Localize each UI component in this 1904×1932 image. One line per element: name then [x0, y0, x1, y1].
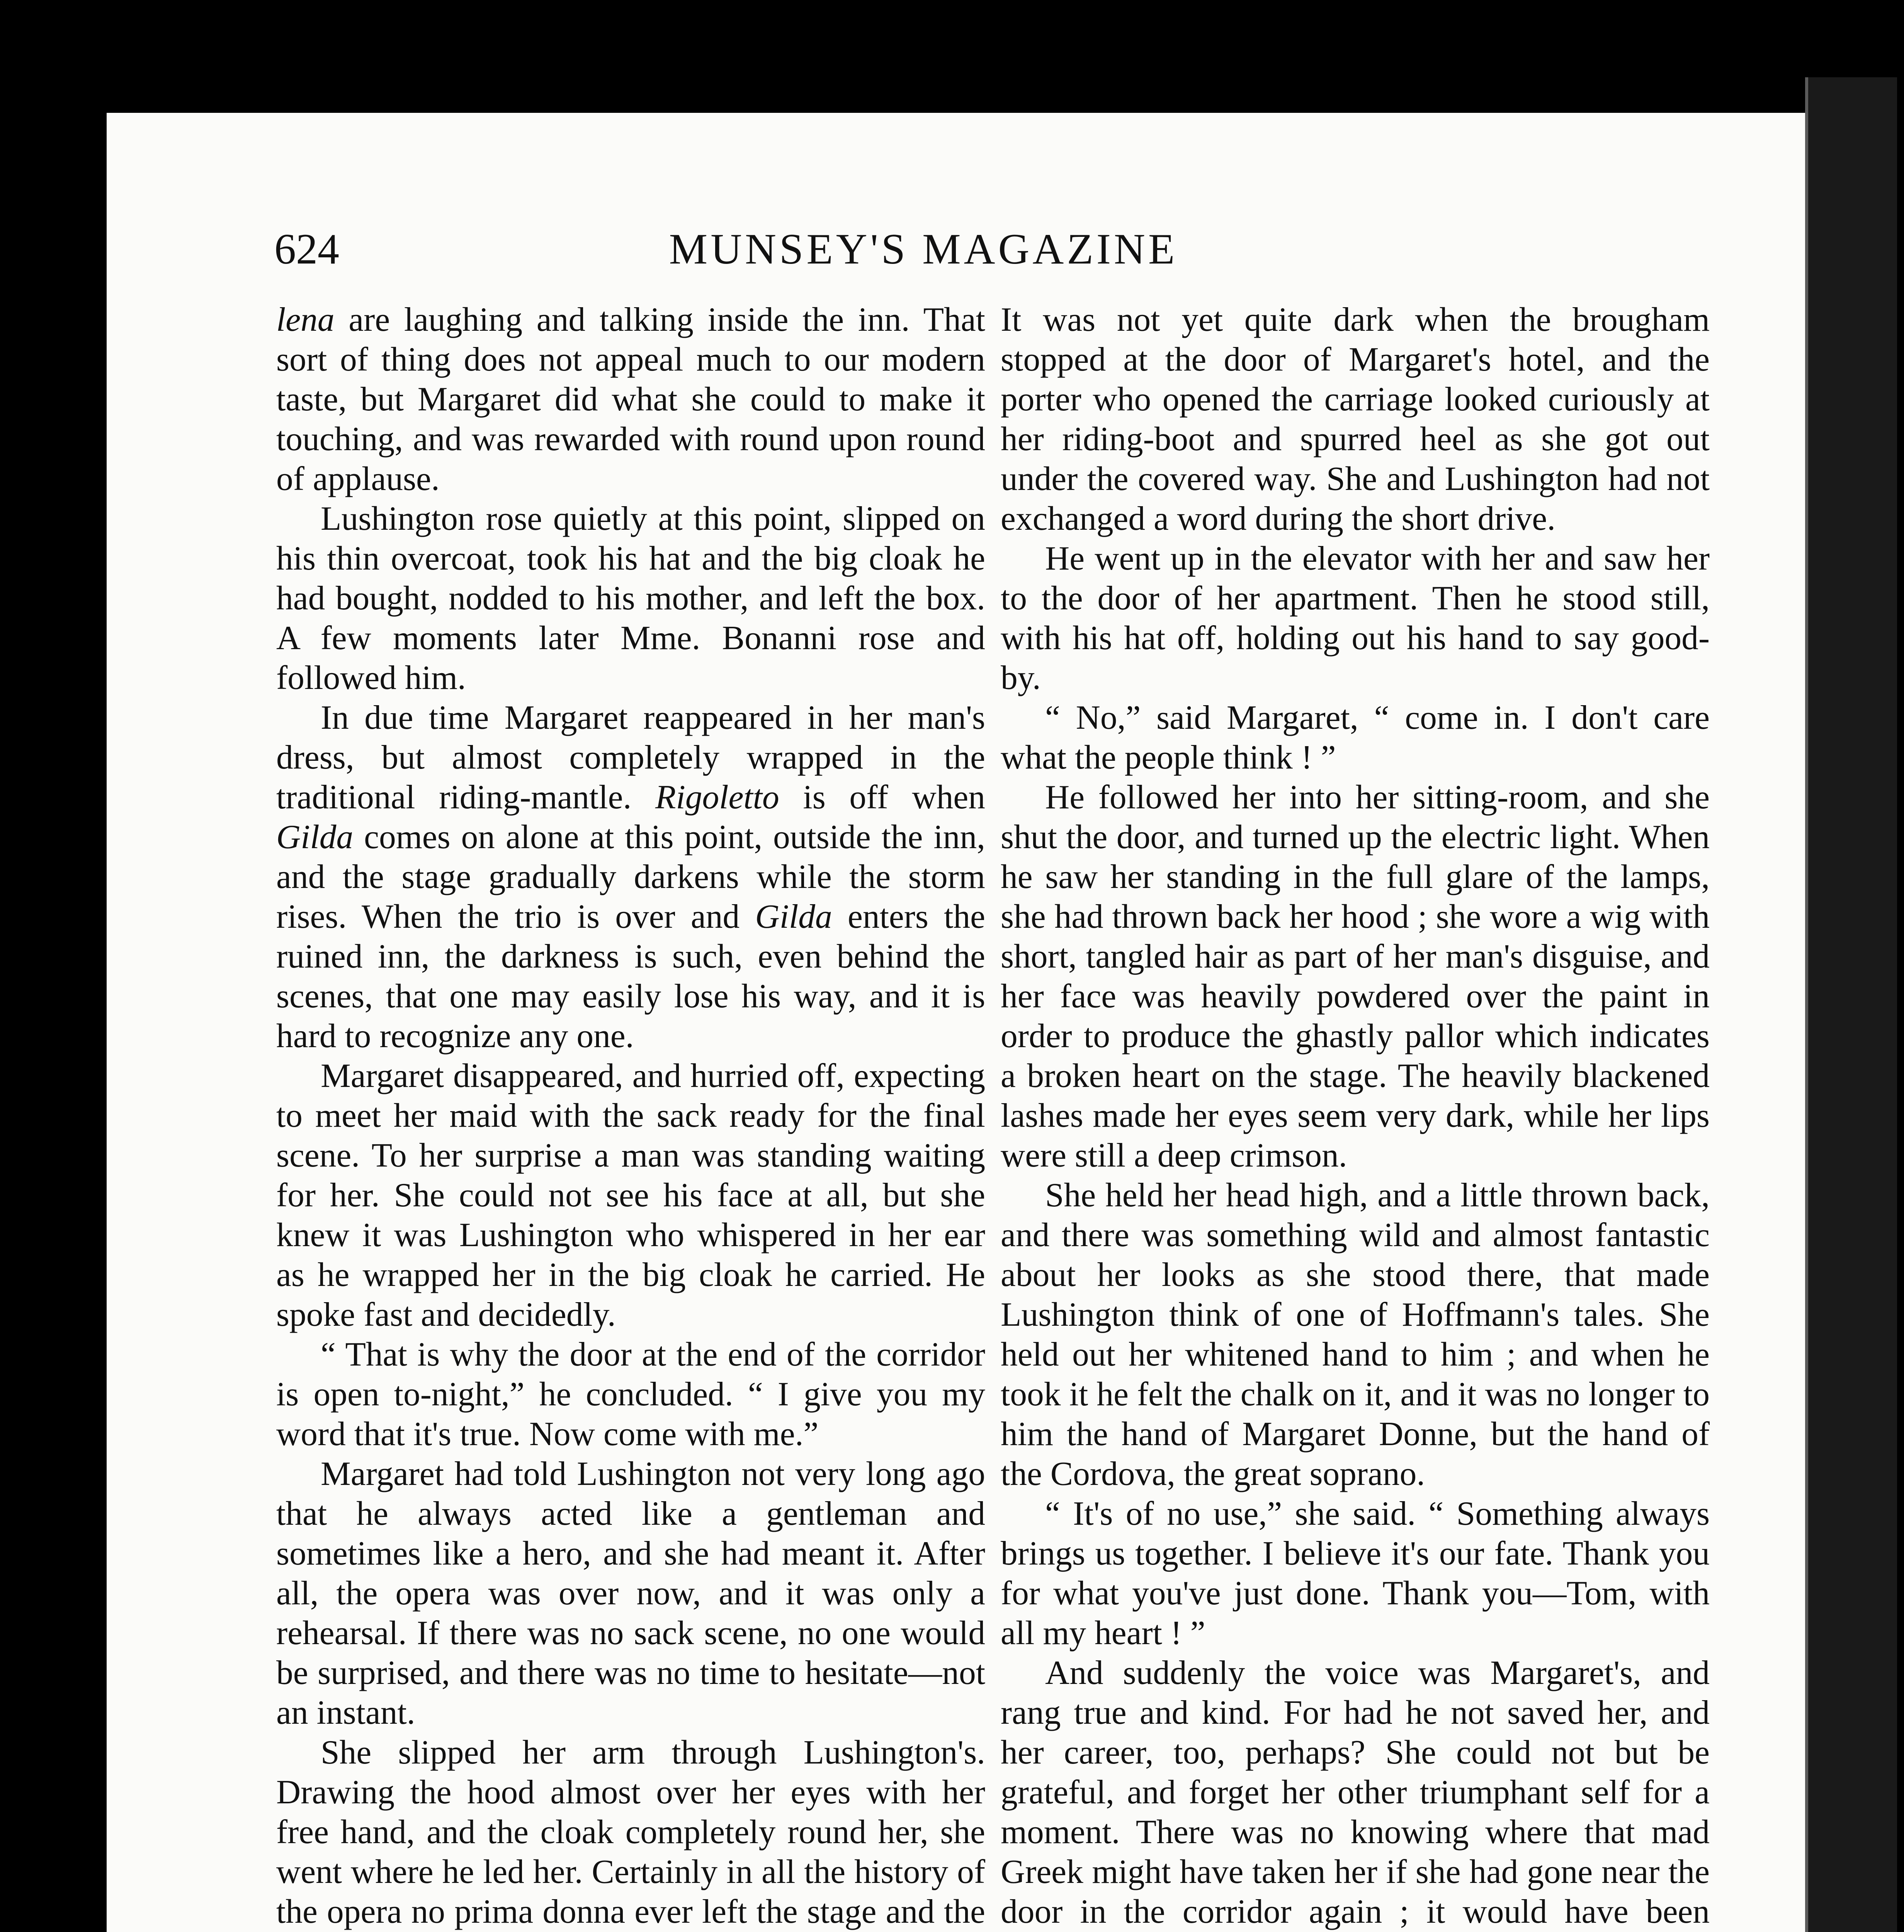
- paragraph: [1001, 1653, 1710, 1932]
- italic-text: Gilda: [755, 898, 832, 935]
- text-run: He followed her into her sitting-room, and she shut the door, and turned up the electric light. When he saw her standing in the full glare of the lamps, she had thrown back her hood ; she wore a wig with short, tangled hair as part of her man's disguise, and her face was heavily powdered over the paint in order to produce the ghastly pallor which indicates a broken heart on the stage. The heavily blackened lashes made her eyes seem very dark, while her lips were still a deep crimson.: [1001, 778, 1710, 1174]
- paragraph: [276, 1454, 985, 1732]
- paragraph: [1001, 538, 1710, 697]
- text-run: She held her head high, and a little thrown back, and there was something wild and almost fantastic about her looks as she stood there, that made Lushington think of one of Hoffmann's tales. She held out her whitened hand to him ; and when he took it he felt the chalk on it, and it was no longer to him the hand of Margaret Donne, but the hand of the Cordova, the great soprano.: [1001, 1176, 1710, 1492]
- italic-text: lena: [276, 301, 335, 338]
- text-run: enters the ruined inn, the darkness is such, even behind the scenes, that one may easily lose his way, and it is hard to recognize any one.: [276, 898, 986, 1054]
- paragraph: [276, 1334, 985, 1454]
- text-run: He went up in the elevator with her and saw her to the door of her apartment. Then he stood still, with his hat off, holding out his hand to say good-by.: [1001, 539, 1710, 696]
- paragraph: [1001, 777, 1710, 1175]
- page-number: 624: [274, 225, 339, 273]
- left-text-column: [276, 299, 985, 1932]
- text-run: are laughing and talking inside the inn. That sort of thing does not appeal much to our modern taste, but Margaret did what she could to make it touching, and was rewarded with round upon round of applause.: [276, 301, 985, 497]
- text-run: Lushington rose quietly at this point, slipped on his thin overcoat, took his hat and the big cloak he had bought, nodded to his mother, and left the box. A few moments later Mme. Bonanni rose and followed him.: [276, 500, 985, 696]
- text-run: comes on alone at this point, outside the inn, and the stage gradually darkens while the storm rises. When the trio is over and: [276, 818, 985, 935]
- paragraph: [276, 1732, 985, 1932]
- paragraph: [276, 697, 985, 1056]
- text-run: “ That is why the door at the end of the corridor is open to-night,” he concluded. “ I give you my word that it's true. Now come with me.”: [276, 1335, 985, 1452]
- right-text-column: [1001, 299, 1710, 1932]
- continued-paragraph: [1001, 299, 1710, 538]
- text-run: She slipped her arm through Lushington's. Drawing the hood almost over her eyes with her free hand, and the cloak completely round her, she went where he led her. Certainly in all the history of the opera no prima donna ever left the stage and the: [276, 1733, 985, 1930]
- paragraph: [1001, 1493, 1710, 1653]
- italic-text: Gilda: [276, 818, 354, 855]
- text-run: And suddenly the voice was Margaret's, and rang true and kind. For had he not saved her, and her career, too, perhaps? She could not but be grateful, and forget her other triumphant self for a moment. There was no knowing where that mad Greek might have taken her if she had gone near the door in the corridor again ; it would have been: [1001, 1654, 1710, 1930]
- paragraph: [276, 1056, 985, 1334]
- page-header: [170, 214, 1677, 284]
- text-run: Margaret had told Lushington not very long ago that he always acted like a gentleman and sometimes like a hero, and she had meant it. After all, the opera was over now, and it was only a rehearsal. If there was no sack scene, no one would be surprised, and there was no time to hesitate—not an instant.: [276, 1455, 985, 1731]
- paragraph: [276, 498, 985, 697]
- italic-text: Rigoletto: [655, 778, 779, 816]
- paragraph: [1001, 1175, 1710, 1493]
- continued-paragraph: [276, 299, 985, 498]
- text-run: “ It's of no use,” she said. “ Something always brings us together. I believe it's our fate. Thank you for what you've just done. Thank you—Tom, with all my heart ! ”: [1001, 1495, 1710, 1651]
- paragraph: [1001, 697, 1710, 777]
- text-run: Margaret disappeared, and hurried off, expecting to meet her maid with the sack ready for the final scene. To her surprise a man was standing waiting for her. She could not see his face at all, but she knew it was Lushington who whispered in her ear as he wrapped her in the big cloak he carried. He spoke fast and decidedly.: [276, 1057, 985, 1333]
- text-run: It was not yet quite dark when the brougham stopped at the door of Margaret's hotel, and the porter who opened the carriage looked curiously at her riding-boot and spurred heel as she got out under the covered way. She and Lushington had not exchanged a word during the short drive.: [1001, 301, 1710, 537]
- text-run: is off when: [779, 778, 985, 816]
- running-title: MUNSEY'S MAGAZINE: [669, 225, 1178, 273]
- book-spine-edge: [1805, 77, 1897, 1932]
- text-run: “ No,” said Margaret, “ come in. I don't care what the people think ! ”: [1001, 699, 1710, 776]
- text-run: In due time Margaret reappeared in her man's dress, but almost completely wrapped in the traditional riding-mantle.: [276, 699, 985, 816]
